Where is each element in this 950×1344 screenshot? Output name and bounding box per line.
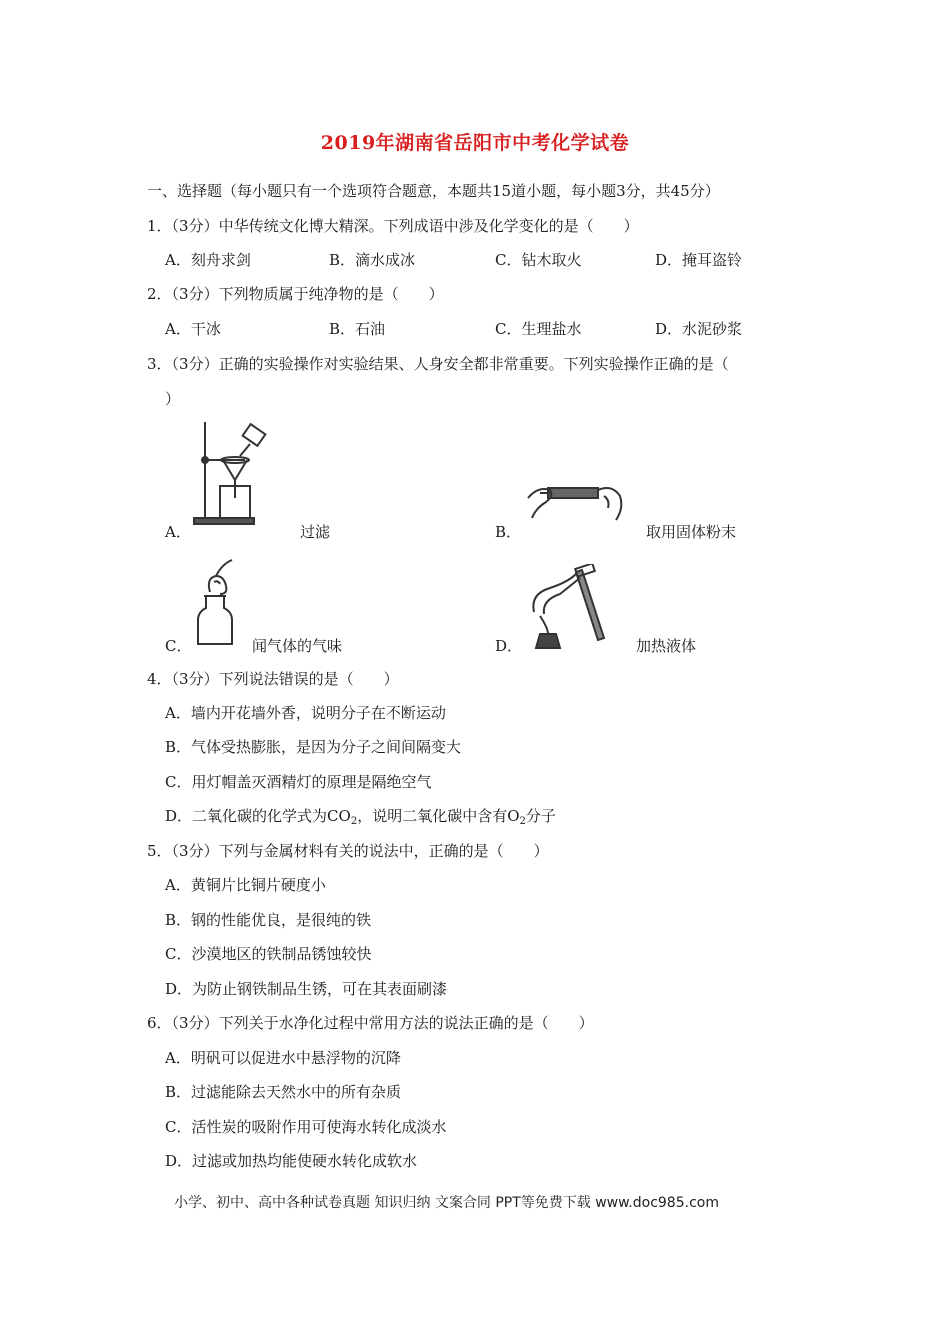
q4-option-d-part3: 分子 xyxy=(525,807,556,825)
powder-sampling-figure xyxy=(520,478,630,528)
q5-option-b: B．钢的性能优良，是很纯的铁 xyxy=(165,911,372,929)
q2-option-d: D．水泥砂浆 xyxy=(655,320,743,338)
filtration-apparatus-figure xyxy=(190,418,280,528)
q3-option-d-text: 加热液体 xyxy=(636,637,697,655)
q4-stem: 4．（3分）下列说法错误的是（ ） xyxy=(147,670,399,688)
q1-option-b: B．滴水成冰 xyxy=(329,251,416,269)
q5-option-c: C．沙漠地区的铁制品锈蚀较快 xyxy=(165,945,372,963)
heating-liquid-figure xyxy=(520,564,610,656)
q3-option-c-letter: C． xyxy=(165,637,192,655)
q3-stem-continued: ） xyxy=(165,390,181,408)
q6-option-a: A．明矾可以促进水中悬浮物的沉降 xyxy=(165,1049,401,1067)
q5-option-a: A．黄铜片比铜片硬度小 xyxy=(165,876,326,894)
q2-option-c: C．生理盐水 xyxy=(495,320,582,338)
q4-option-d-part2: ，说明二氧化碳中含有O xyxy=(357,807,520,825)
q6-option-d: D．过滤或加热均能使硬水转化成软水 xyxy=(165,1152,418,1170)
q4-option-d-part1: D．二氧化碳的化学式为CO xyxy=(165,807,351,825)
q5-stem: 5．（3分）下列与金属材料有关的说法中，正确的是（ ） xyxy=(147,842,549,860)
section-heading: 一、选择题（每小题只有一个选项符合题意，本题共15道小题，每小题3分，共45分） xyxy=(147,182,720,200)
q2-option-a: A．干冰 xyxy=(165,320,221,338)
q4-option-b: B．气体受热膨胀，是因为分子之间间隔变大 xyxy=(165,738,462,756)
q1-option-a: A．刻舟求剑 xyxy=(165,251,251,269)
q6-stem: 6．（3分）下列关于水净化过程中常用方法的说法正确的是（ ） xyxy=(147,1014,594,1032)
q4-option-c: C．用灯帽盖灭酒精灯的原理是隔绝空气 xyxy=(165,773,432,791)
q3-option-d-letter: D． xyxy=(495,637,523,655)
o2-subscript: 2 xyxy=(519,816,526,827)
q3-option-a-text: 过滤 xyxy=(300,523,331,541)
q3-option-b-text: 取用固体粉末 xyxy=(646,523,737,541)
q3-option-c-text: 闻气体的气味 xyxy=(252,637,343,655)
q1-option-d: D．掩耳盗铃 xyxy=(655,251,743,269)
q6-option-b: B．过滤能除去天然水中的所有杂质 xyxy=(165,1083,402,1101)
smelling-gas-figure xyxy=(188,556,248,648)
q5-option-d: D．为防止钢铁制品生锈，可在其表面刷漆 xyxy=(165,980,448,998)
co2-subscript: 2 xyxy=(350,816,358,827)
page-title: 2019年湖南省岳阳市中考化学试卷 xyxy=(320,132,630,154)
q3-stem: 3．（3分）正确的实验操作对实验结果、人身安全都非常重要。下列实验操作正确的是（ xyxy=(147,355,729,373)
q2-stem: 2．（3分）下列物质属于纯净物的是（ ） xyxy=(147,285,444,303)
q1-option-c: C．钻木取火 xyxy=(495,251,582,269)
q2-option-b: B．石油 xyxy=(329,320,386,338)
q3-option-a-letter: A． xyxy=(165,523,191,541)
q4-option-a: A．墙内开花墙外香，说明分子在不断运动 xyxy=(165,704,446,722)
q6-option-c: C．活性炭的吸附作用可使海水转化成淡水 xyxy=(165,1118,447,1136)
q4-option-d xyxy=(165,806,556,826)
footer-note: 小学、初中、高中各种试卷真题 知识归纳 文案合同 PPT等免费下载 www.doc985.com xyxy=(174,1195,719,1211)
q1-stem: 1．（3分）中华传统文化博大精深。下列成语中涉及化学变化的是（ ） xyxy=(147,217,639,235)
q3-option-b-letter: B． xyxy=(495,523,522,541)
